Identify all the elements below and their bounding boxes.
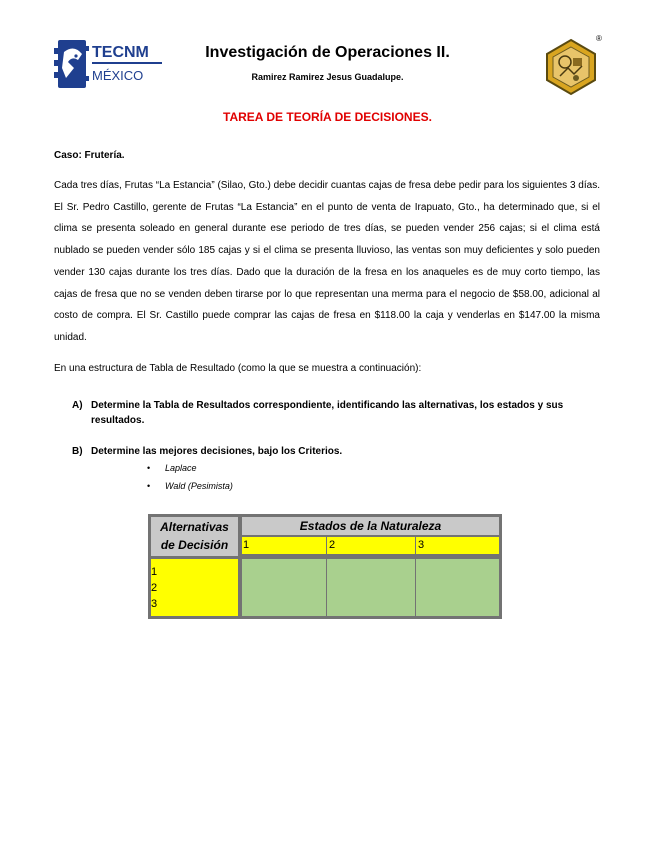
state-number-1: 1	[242, 537, 326, 554]
header-alternatives-line1: Alternativas	[160, 520, 229, 534]
results-table	[148, 514, 502, 619]
state-number-3: 3	[416, 537, 499, 554]
alternative-2: 2	[151, 582, 158, 594]
document-author: Ramirez Ramirez Jesus Guadalupe.	[251, 72, 404, 82]
item-b-text: Determine las mejores decisiones, bajo los Criterios.	[91, 446, 343, 457]
criterion-label: Laplace	[165, 463, 197, 473]
bullet-icon: •	[147, 463, 151, 473]
alternative-1: 1	[151, 566, 158, 578]
item-a-label: A)	[72, 400, 83, 411]
item-a-text: Determine la Tabla de Resultados correspondiente, identificando las alternativas, los estados y sus resultados.	[91, 400, 564, 426]
state-number-2: 2	[327, 537, 415, 554]
logo-text-tecnm: TECNM	[92, 44, 149, 61]
logo-divider	[92, 62, 162, 64]
case-description-paragraph: Cada tres días, Frutas “La Estancia” (Silao, Gto.) debe decidir cuantas cajas de fresa debe pedir para los siguientes 3 días. El Sr. Pedro Castillo, gerente de Frutas “La Estancia” en el punto de venta de Irapuato, Gto., ha determinado que, si el clima se presenta soleado en general durante ese periodo de tres días, se pueden vender 256 cajas; si el clima está nublado se pueden vender sólo 185 cajas y si el clima se presenta lluvioso, las ventas son muy deficientes y solo pueden vender 130 cajas durante los tres días. Dado que la duración de la fresa en los anaqueles es de muy corto tiempo, las cajas de fresa que no se venden deben tirarse por lo que representan una merma para el negocio de $58.00, adicional al costo de compra. El Sr. Castillo puede comprar las cajas de fresa en $118.00 la caja y venderlas en $147.00 la misma unidad.	[54, 180, 600, 343]
criterion-laplace	[147, 463, 197, 473]
item-a	[72, 398, 592, 428]
item-b-label: B)	[72, 446, 83, 457]
logo-text-mexico: MÉXICO	[92, 68, 144, 83]
tecnm-logo	[52, 38, 164, 90]
criterion-wald	[147, 481, 233, 491]
result-cell-state-2	[327, 559, 415, 616]
case-label: Caso: Frutería.	[54, 150, 125, 161]
registered-mark: ®	[596, 34, 602, 43]
document-title: Investigación de Operaciones II.	[205, 44, 450, 61]
task-title: TAREA DE TEORÍA DE DECISIONES.	[223, 110, 432, 124]
table-intro-text: En una estructura de Tabla de Resultado (como la que se muestra a continuación):	[54, 363, 422, 374]
result-cell-state-1	[242, 559, 326, 616]
alternatives-column	[151, 559, 238, 616]
criterion-label: Wald (Pesimista)	[165, 481, 233, 491]
institute-seal-logo	[540, 36, 602, 98]
header-alternatives	[151, 517, 238, 556]
alternative-3: 3	[151, 598, 158, 610]
bullet-icon: •	[147, 481, 151, 491]
item-b	[72, 446, 592, 457]
header-alternatives-line2: de Decisión	[160, 538, 229, 552]
header-states: Estados de la Naturaleza	[242, 517, 499, 535]
result-cell-state-3	[416, 559, 499, 616]
